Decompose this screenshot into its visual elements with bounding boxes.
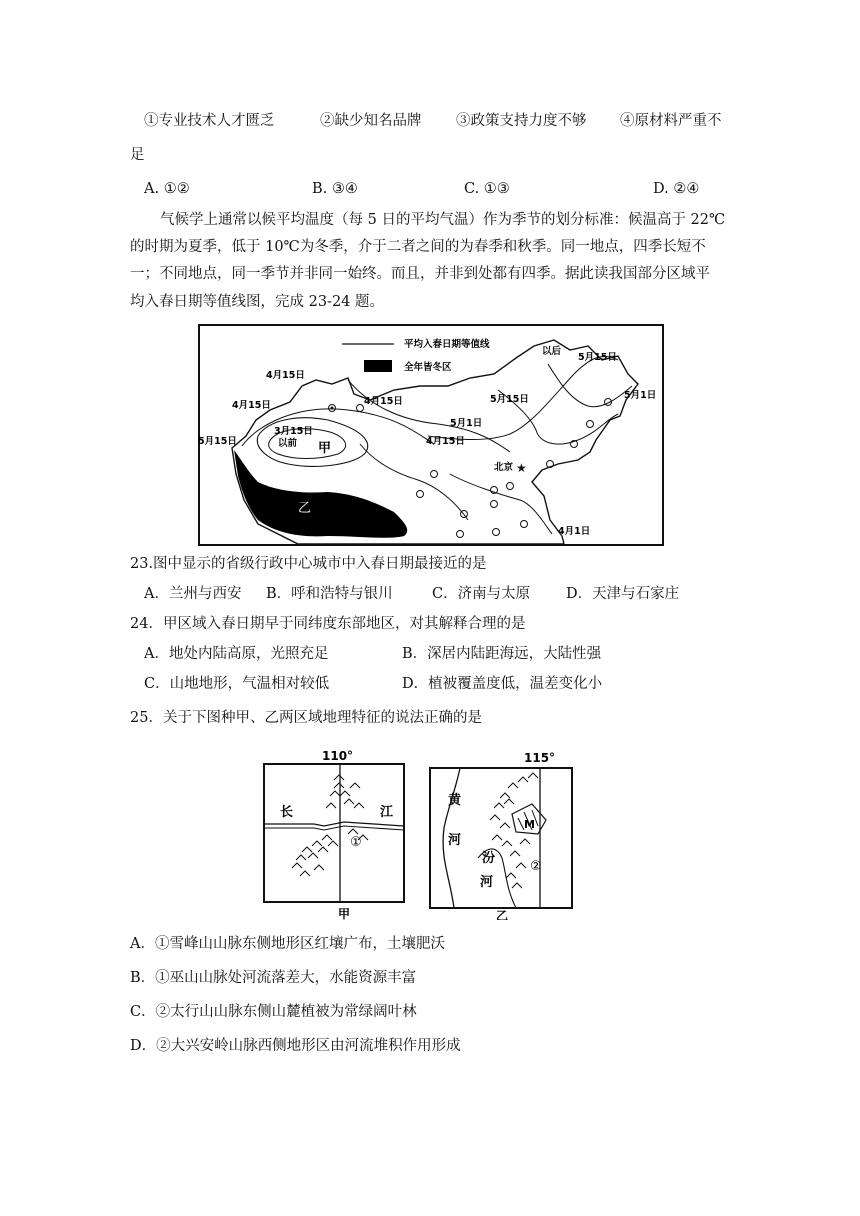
q24-choice-b: B．深居内陆距海远，大陆性强 [402,646,602,662]
q23-choice-b: B．呼和浩特与银川 [266,586,393,602]
svg-text:★: ★ [516,461,527,475]
intro-line-4: 均入春日期等值线图，完成 23-24 题。 [130,294,385,310]
q22-option-1: ①专业技术人才匮乏 [144,113,275,129]
jia-circle-1: ① [350,835,362,850]
label-before: 以前 [278,438,298,449]
q23-choice-c: C．济南与太原 [432,586,531,602]
q23-choice-a: A．兰州与西安 [144,586,242,602]
intro-line-1: 气候学上通常以候平均温度（每 5 日的平均气温）作为季节的划分标准：候温高于 22℃ [160,212,726,228]
q24-choice-d: D．植被覆盖度低，温差变化小 [402,676,603,692]
isoline-label-0515b: 5月15日 [490,394,529,405]
isoline-label-0401: 4月1日 [558,526,591,537]
yi-fen-label: 汾 [482,851,496,866]
q22-option-3: ③政策支持力度不够 [456,113,587,129]
jia-jiang-label: 江 [380,805,394,820]
isoline-label-0515a: 5月15日 [198,436,237,447]
isoline-label-0415d: 4月15日 [426,436,465,447]
q22-choice-a: A. ①② [144,181,190,197]
q22-option-4-cont: 足 [130,147,145,163]
q22-choice-b: B. ③④ [312,181,358,197]
q22-choice-d: D. ②④ [653,181,700,197]
isoline-label-0415c: 4月15日 [364,396,403,407]
isoline-label-0415b: 4月15日 [232,400,271,411]
jia-map-name: 甲 [338,907,351,920]
q25-choice-d: D．②大兴安岭山脉西侧地形区由河流堆积作用形成 [130,1038,461,1054]
q25-stem: 25．关于下图种甲、乙两区域地理特征的说法正确的是 [130,710,482,726]
label-after: 以后 [542,346,562,357]
isoline-label-0501a: 5月1日 [624,390,657,401]
q25-choice-c: C．②太行山山脉东侧山麓植被为常绿阔叶林 [130,1004,417,1020]
spring-onset-map [198,324,664,546]
jia-longitude: 110° [322,749,354,763]
intro-line-3: 一；不同地点，同一季节并非同一始终。而且，并非到处都有四季。据此读我国部分区域平 [130,266,710,282]
isoline-label-0501b: 5月1日 [450,418,483,429]
intro-line-2: 的时期为夏季，低于 10℃为冬季，介于二者之间的为春季和秋季。同一地点，四季长短不 [130,239,706,255]
q25-choice-b: B．①巫山山脉处河流落差大，水能资源丰富 [130,970,417,986]
yi-he-label-1: 河 [448,833,462,848]
isoline-label-0515c: 5月15日 [578,352,617,363]
jia-chang-label: 长 [280,805,294,820]
yi-huang-label: 黄 [448,793,462,808]
q24-choice-a: A．地处内陆高原，光照充足 [144,646,329,662]
legend-isoline-label: 平均入春日期等值线 [404,339,490,350]
q24-stem: 24．甲区域入春日期早于同纬度东部地区，对其解释合理的是 [130,616,526,632]
q22-choice-c: C. ①③ [464,181,510,197]
region-yi-label: 乙 [298,501,312,516]
map-jia [254,748,416,920]
region-jia-label: 甲 [318,441,332,456]
yi-m-label: M [524,818,535,831]
isoline-label-0415a: 4月15日 [266,370,305,381]
q22-option-2: ②缺少知名品牌 [320,113,422,129]
map-yi [420,748,584,920]
q23-choice-d: D．天津与石家庄 [566,586,680,602]
q22-option-4: ④原材料严重不 [620,113,722,129]
yi-circle-2: ② [530,859,542,874]
q25-choice-a: A．①雪峰山山脉东侧地形区红壤广布，土壤肥沃 [130,936,445,952]
q23-stem: 23.图中显示的省级行政中心城市中入春日期最接近的是 [130,556,487,572]
yi-map-name: 乙 [496,909,509,920]
isoline-label-0315: 3月15日 [274,426,313,437]
yi-he-label-2: 河 [480,875,494,890]
label-beijing: 北京 [494,462,514,473]
q24-choice-c: C．山地地形，气温相对较低 [144,676,330,692]
yi-longitude: 115° [524,751,556,765]
legend-winter-label: 全年皆冬区 [404,362,452,373]
